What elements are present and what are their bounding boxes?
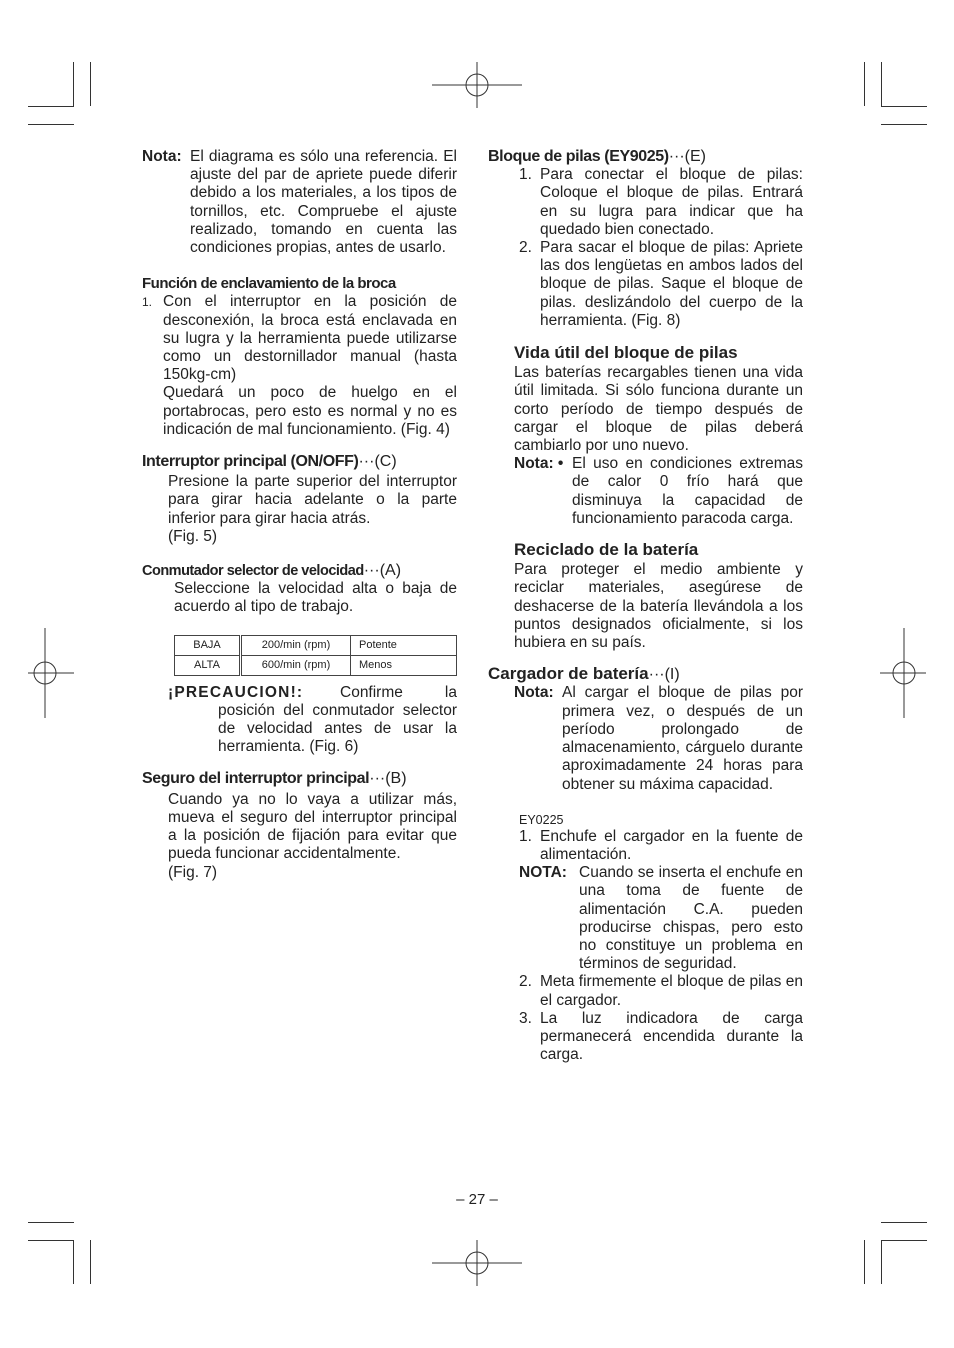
battery-heading: Bloque de pilas (EY9025) (488, 148, 669, 165)
speed-title (142, 562, 457, 580)
caution-block (142, 684, 457, 757)
list-item-text: Enchufe el cargador en la fuente de alimentación. (540, 827, 803, 863)
charger-nota-text: Al cargar el bloque de pilas por primera vez, o después de un período prolongado de almacenamiento, cárguelo durante aproximadamente 24 horas para obtener su máxima capacidad. (562, 684, 803, 793)
list-item-text: La luz indicadora de carga permanecerá encendida durante la carga. (540, 1009, 803, 1064)
main-switch-text: Presione la parte superior del interruptor para girar hacia adelante o la parte inferior para girar hacia atrás. (168, 473, 457, 527)
charger-nota2-label: NOTA: (519, 864, 567, 882)
life-text: Las baterías recargables tienen una vida útil limitada. Si sólo funciona durante un corto período de tiempo después de cargar el bloque de pilas deberá cambiarlo por uno nuevo. (514, 364, 803, 455)
list-item-num: 2. (519, 973, 532, 991)
life-nota (514, 455, 803, 528)
charger-nota-label: Nota: (514, 684, 554, 702)
lock-switch-text: Cuando ya no lo vaya a utilizar más, mueva el seguro del interruptor principal a la posición de fijación para evitar que pueda funcionar accidentalmente. (168, 790, 457, 863)
charger-heading: Cargador de batería (488, 664, 649, 684)
main-switch-body (142, 473, 457, 546)
charger-suffix: ···(I) (648, 666, 680, 684)
main-switch-heading: Interruptor principal (ON/OFF) (142, 453, 359, 471)
crosshair-right-icon (880, 628, 926, 718)
list-item-text: Para conectar el bloque de pilas: Coloque el bloque de pilas. Entrará en su lugra para indicar que ha quedado bien conectado. (540, 166, 803, 238)
right-column (488, 148, 803, 1064)
speed-heading: Conmutador selector de velocidad (142, 563, 364, 580)
caution-text: Confirme la posición del conmutador selector de velocidad antes de usar la herramienta. (Fig. 6) (218, 683, 457, 756)
lock-text-1: Con el interruptor en la posición de desconexión, la broca está enclavada en su lugra y la herramienta puede utilizarse como un destornillador manual (hasta 150kg-cm) (163, 293, 457, 384)
list-item-text: Meta firmemente el bloque de pilas en el cargador. (540, 973, 803, 1009)
recycle-heading: Reciclado de la batería (514, 540, 699, 560)
battery-list (488, 166, 803, 330)
list-item (519, 1010, 803, 1065)
table-cell: Potente (351, 635, 457, 655)
table-cell: Menos (351, 655, 457, 675)
table-cell: ALTA (175, 655, 241, 675)
main-switch-suffix: ···(C) (358, 453, 397, 471)
nota-label: Nota: (142, 148, 182, 165)
list-item-num: 1. (519, 827, 532, 845)
list-item-num: 3. (519, 1009, 532, 1027)
list-item (519, 239, 803, 330)
left-column (142, 148, 457, 882)
lock-switch-suffix: ···(B) (369, 770, 407, 788)
table-row (175, 635, 457, 655)
list-item (519, 166, 803, 239)
nota-block (142, 148, 457, 257)
speed-table (174, 635, 457, 676)
speed-text: Seleccione la velocidad alta o baja de acuerdo al tipo de trabajo. (174, 580, 457, 616)
battery-suffix: ···(E) (668, 148, 706, 165)
lock-num: 1. (142, 295, 153, 310)
lock-switch-heading: Seguro del interruptor principal (142, 770, 370, 788)
main-switch-title (142, 453, 457, 471)
lock-text-2: Quedará un poco de huelgo en el portabrocas, pero esto es normal y no es indicación de mal funcionamiento. (Fig. 4) (163, 384, 457, 438)
life-nota-label: Nota: • (514, 455, 564, 473)
life-nota-text: El uso en condiciones extremas de calor 0 frío hará que disminuya la capacidad de funcionamiento paracoda carga. (572, 455, 803, 527)
crosshair-left-icon (28, 628, 74, 718)
table-cell: 200/min (rpm) (241, 635, 351, 655)
charger-title (488, 665, 803, 684)
battery-title (488, 148, 803, 166)
model-label: EY0225 (519, 812, 564, 827)
lock-item (142, 293, 457, 439)
speed-suffix: ···(A) (363, 562, 402, 580)
list-item-num: 1. (519, 166, 532, 184)
nota-text: El diagrama es sólo una referencia. El ajuste del par de apriete puede diferir debido a los materiales, a los tipos de tornillos, etc. Compruebe el ajuste realizado, tomando en cuenta las condiciones propias, antes de usarlo. (190, 148, 457, 257)
caution-label: ¡PRECAUCION!: (168, 683, 304, 701)
lock-heading: Función de enclavamiento de la broca (142, 275, 396, 293)
table-cell: 600/min (rpm) (241, 655, 351, 675)
charger-nota2-text: Cuando se inserta el enchufe en una toma de fuente de alimentación C.A. pueden producirse chispas, pero esto no constituye un problema en términos de seguridad. (579, 864, 803, 973)
charger-nota (488, 684, 803, 793)
list-item-num: 2. (519, 239, 532, 257)
recycle-text: Para proteger el medio ambiente y reciclar materiales, asegúrese de deshacerse de la batería llevándola a los puntos designados oficialmente, si los hubiera en su país. (514, 561, 803, 652)
lock-switch-title (142, 770, 457, 788)
list-item (519, 828, 803, 864)
charger-nota-2 (519, 864, 803, 973)
table-cell: BAJA (175, 635, 241, 655)
list-item (519, 973, 803, 1009)
table-row (175, 655, 457, 675)
crosshair-top-icon (432, 62, 522, 108)
page-number: – 27 – (456, 1191, 498, 1208)
main-switch-fig: (Fig. 5) (168, 527, 218, 545)
lock-switch-fig: (Fig. 7) (168, 863, 218, 881)
life-heading: Vida útil del bloque de pilas (514, 343, 738, 363)
life-section (488, 344, 803, 652)
crosshair-bottom-icon (432, 1240, 522, 1286)
list-item-text: Para sacar el bloque de pilas: Apriete las dos lengüetas en ambos lados del bloque de pilas. Saque el bloque de pilas. deslizándolo del cuerpo de la herramienta. (Fig. 8) (540, 239, 803, 329)
charger-steps (488, 828, 803, 1065)
lock-switch-body (142, 791, 457, 882)
